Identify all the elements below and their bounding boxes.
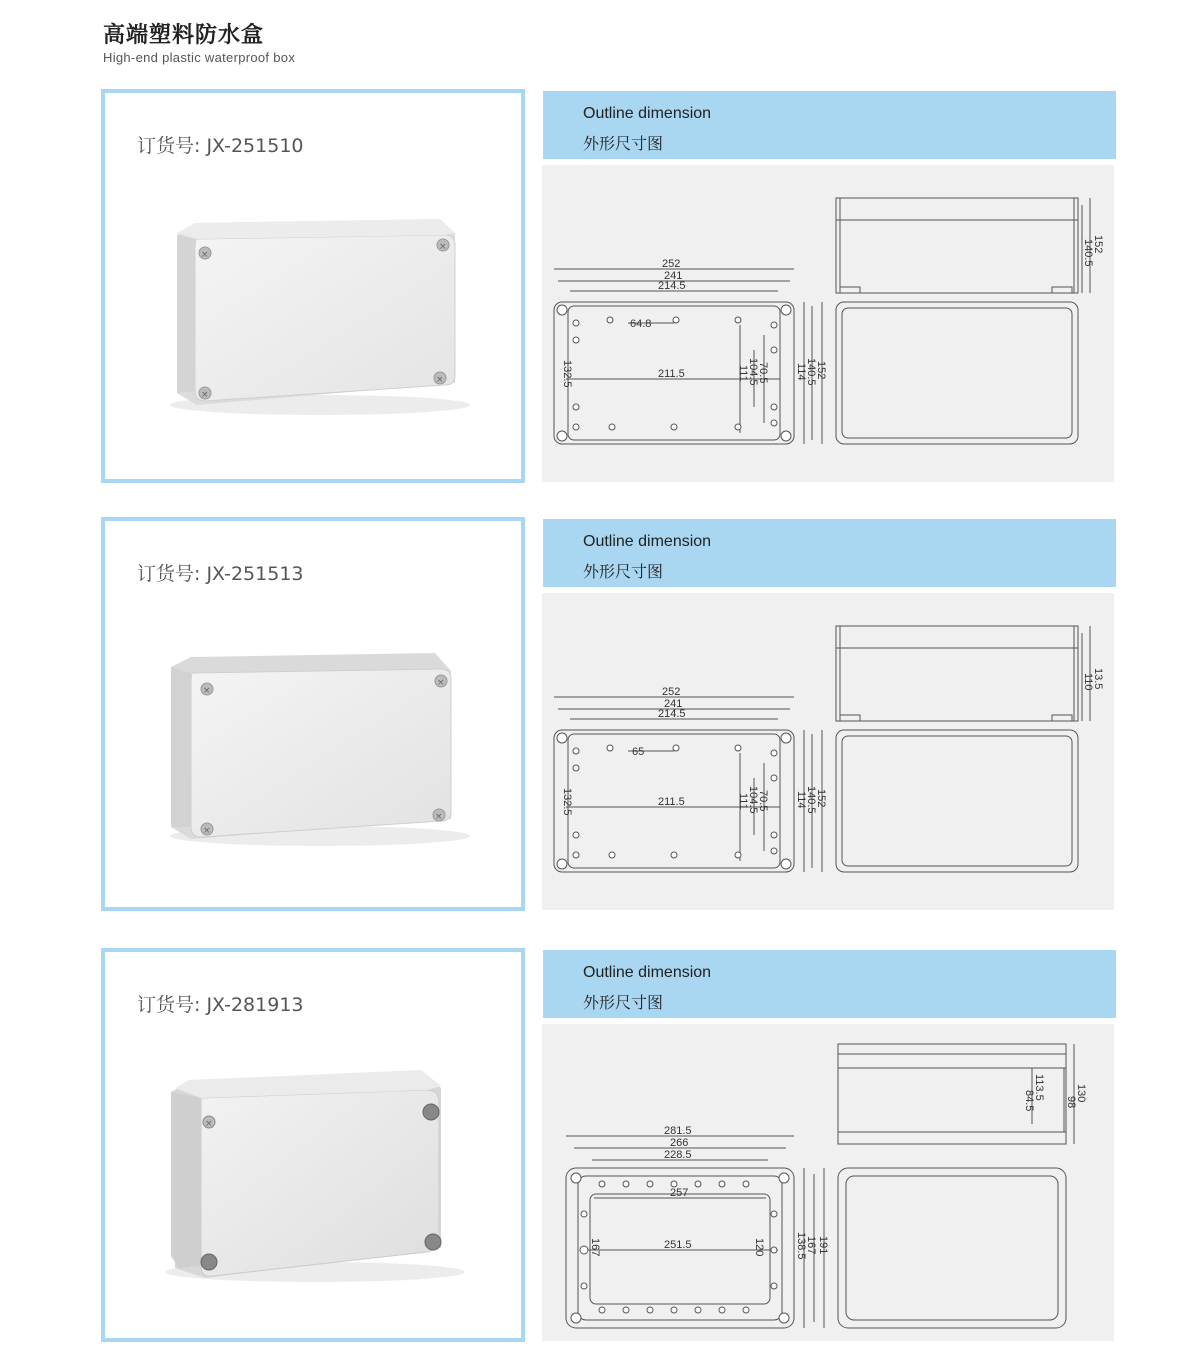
svg-text:×: ×	[437, 678, 445, 688]
dim-side-h2: 152	[1092, 235, 1104, 254]
dim-side-h1: 110	[1082, 673, 1094, 691]
dim-outer-height: 152	[815, 789, 827, 808]
dim-mount-width: 211.5	[658, 368, 685, 380]
dim-outer-height: 152	[815, 361, 827, 380]
dim-outer-height2: 191	[817, 1236, 829, 1255]
dim-side-h2: 13.5	[1092, 668, 1104, 690]
dim-inner-height: 114	[795, 791, 807, 809]
dimension-label-en: Outline dimension	[583, 105, 712, 122]
svg-text:×: ×	[435, 812, 443, 822]
svg-text:×: ×	[201, 250, 209, 260]
dim-side-h1: 140.5	[1082, 239, 1094, 267]
drawing-svg	[542, 1024, 1114, 1341]
svg-text:×: ×	[205, 1119, 213, 1129]
svg-text:×: ×	[201, 390, 209, 400]
dimension-label-cn: 外形尺寸图	[583, 993, 664, 1012]
dim-hole-spacing: 257	[670, 1187, 689, 1199]
dim-mount-height: 140.5	[805, 786, 817, 814]
product-photo-frame	[101, 517, 525, 911]
product-photo-frame	[101, 89, 525, 483]
dimension-label-en: Outline dimension	[583, 964, 712, 981]
dim-mount-height: 140.5	[805, 358, 817, 386]
dim-outer-width: 252	[662, 686, 681, 698]
dim-mount-height: 138.5	[795, 1232, 807, 1260]
product-row	[0, 948, 1200, 1343]
dim-hole-v1: 70.5	[757, 362, 769, 384]
product-photo-frame	[101, 948, 525, 1342]
enclosure-photo	[105, 521, 521, 907]
enclosure-photo	[105, 93, 521, 479]
dim-depth: 111	[737, 793, 749, 810]
product-row	[0, 89, 1200, 484]
dim-side-offset: 167	[589, 1238, 601, 1257]
dim-lid-width: 228.5	[664, 1149, 692, 1161]
dimension-label-cn: 外形尺寸图	[583, 562, 664, 581]
technical-drawing	[542, 165, 1114, 482]
dim-lid-width: 214.5	[658, 280, 686, 292]
dim-outer-width: 252	[662, 258, 681, 270]
dim-mount-width: 251.5	[664, 1239, 692, 1251]
dim-inner-width: 241	[664, 698, 683, 710]
dim-outer-width: 281.5	[664, 1125, 692, 1137]
svg-text:×: ×	[203, 686, 211, 696]
order-number: 订货号: JX-251513	[137, 563, 304, 585]
svg-text:×: ×	[439, 242, 447, 252]
dim-side-h4: 130	[1075, 1084, 1087, 1103]
dim-hole-v2: 104.5	[747, 786, 759, 814]
dim-inner-width: 266	[670, 1137, 689, 1149]
outline-dimension-header	[543, 950, 1116, 1018]
page-title-cn: 高端塑料防水盒	[103, 23, 265, 48]
dim-hole-spacing: 65	[632, 746, 645, 758]
dim-side-h3: 98	[1065, 1096, 1077, 1109]
dim-outer-height: 167	[805, 1236, 817, 1255]
dimension-label-en: Outline dimension	[583, 533, 712, 550]
order-number: 订货号: JX-251510	[137, 135, 304, 157]
order-number: 订货号: JX-281913	[137, 994, 304, 1016]
drawing-svg	[542, 593, 1114, 910]
dim-mount-width: 211.5	[658, 796, 685, 808]
product-row	[0, 517, 1200, 912]
dim-inner-height: 114	[795, 363, 807, 381]
outline-dimension-header	[543, 519, 1116, 587]
dim-inner-height: 120	[753, 1238, 765, 1257]
dim-side-offset: 132.5	[561, 788, 573, 816]
svg-text:×: ×	[436, 375, 444, 385]
page-title-en: High-end plastic waterproof box	[103, 50, 296, 65]
dimension-label-cn: 外形尺寸图	[583, 134, 664, 153]
drawing-svg	[542, 165, 1114, 482]
dim-depth: 111	[737, 365, 749, 382]
technical-drawing	[542, 1024, 1114, 1341]
technical-drawing	[542, 593, 1114, 910]
dim-lid-width: 214.5	[658, 708, 686, 720]
dim-inner-width: 241	[664, 270, 683, 282]
svg-text:×: ×	[203, 826, 211, 836]
dim-hole-spacing: 64.8	[630, 318, 652, 330]
dim-hole-v2: 104.5	[747, 358, 759, 386]
dim-side-offset: 132.5	[561, 360, 573, 388]
outline-dimension-header	[543, 91, 1116, 159]
dim-hole-v1: 70.5	[757, 790, 769, 812]
dim-side-h2: 84.5	[1023, 1090, 1035, 1112]
enclosure-photo	[105, 952, 521, 1338]
dim-side-h1: 113.5	[1033, 1074, 1045, 1101]
